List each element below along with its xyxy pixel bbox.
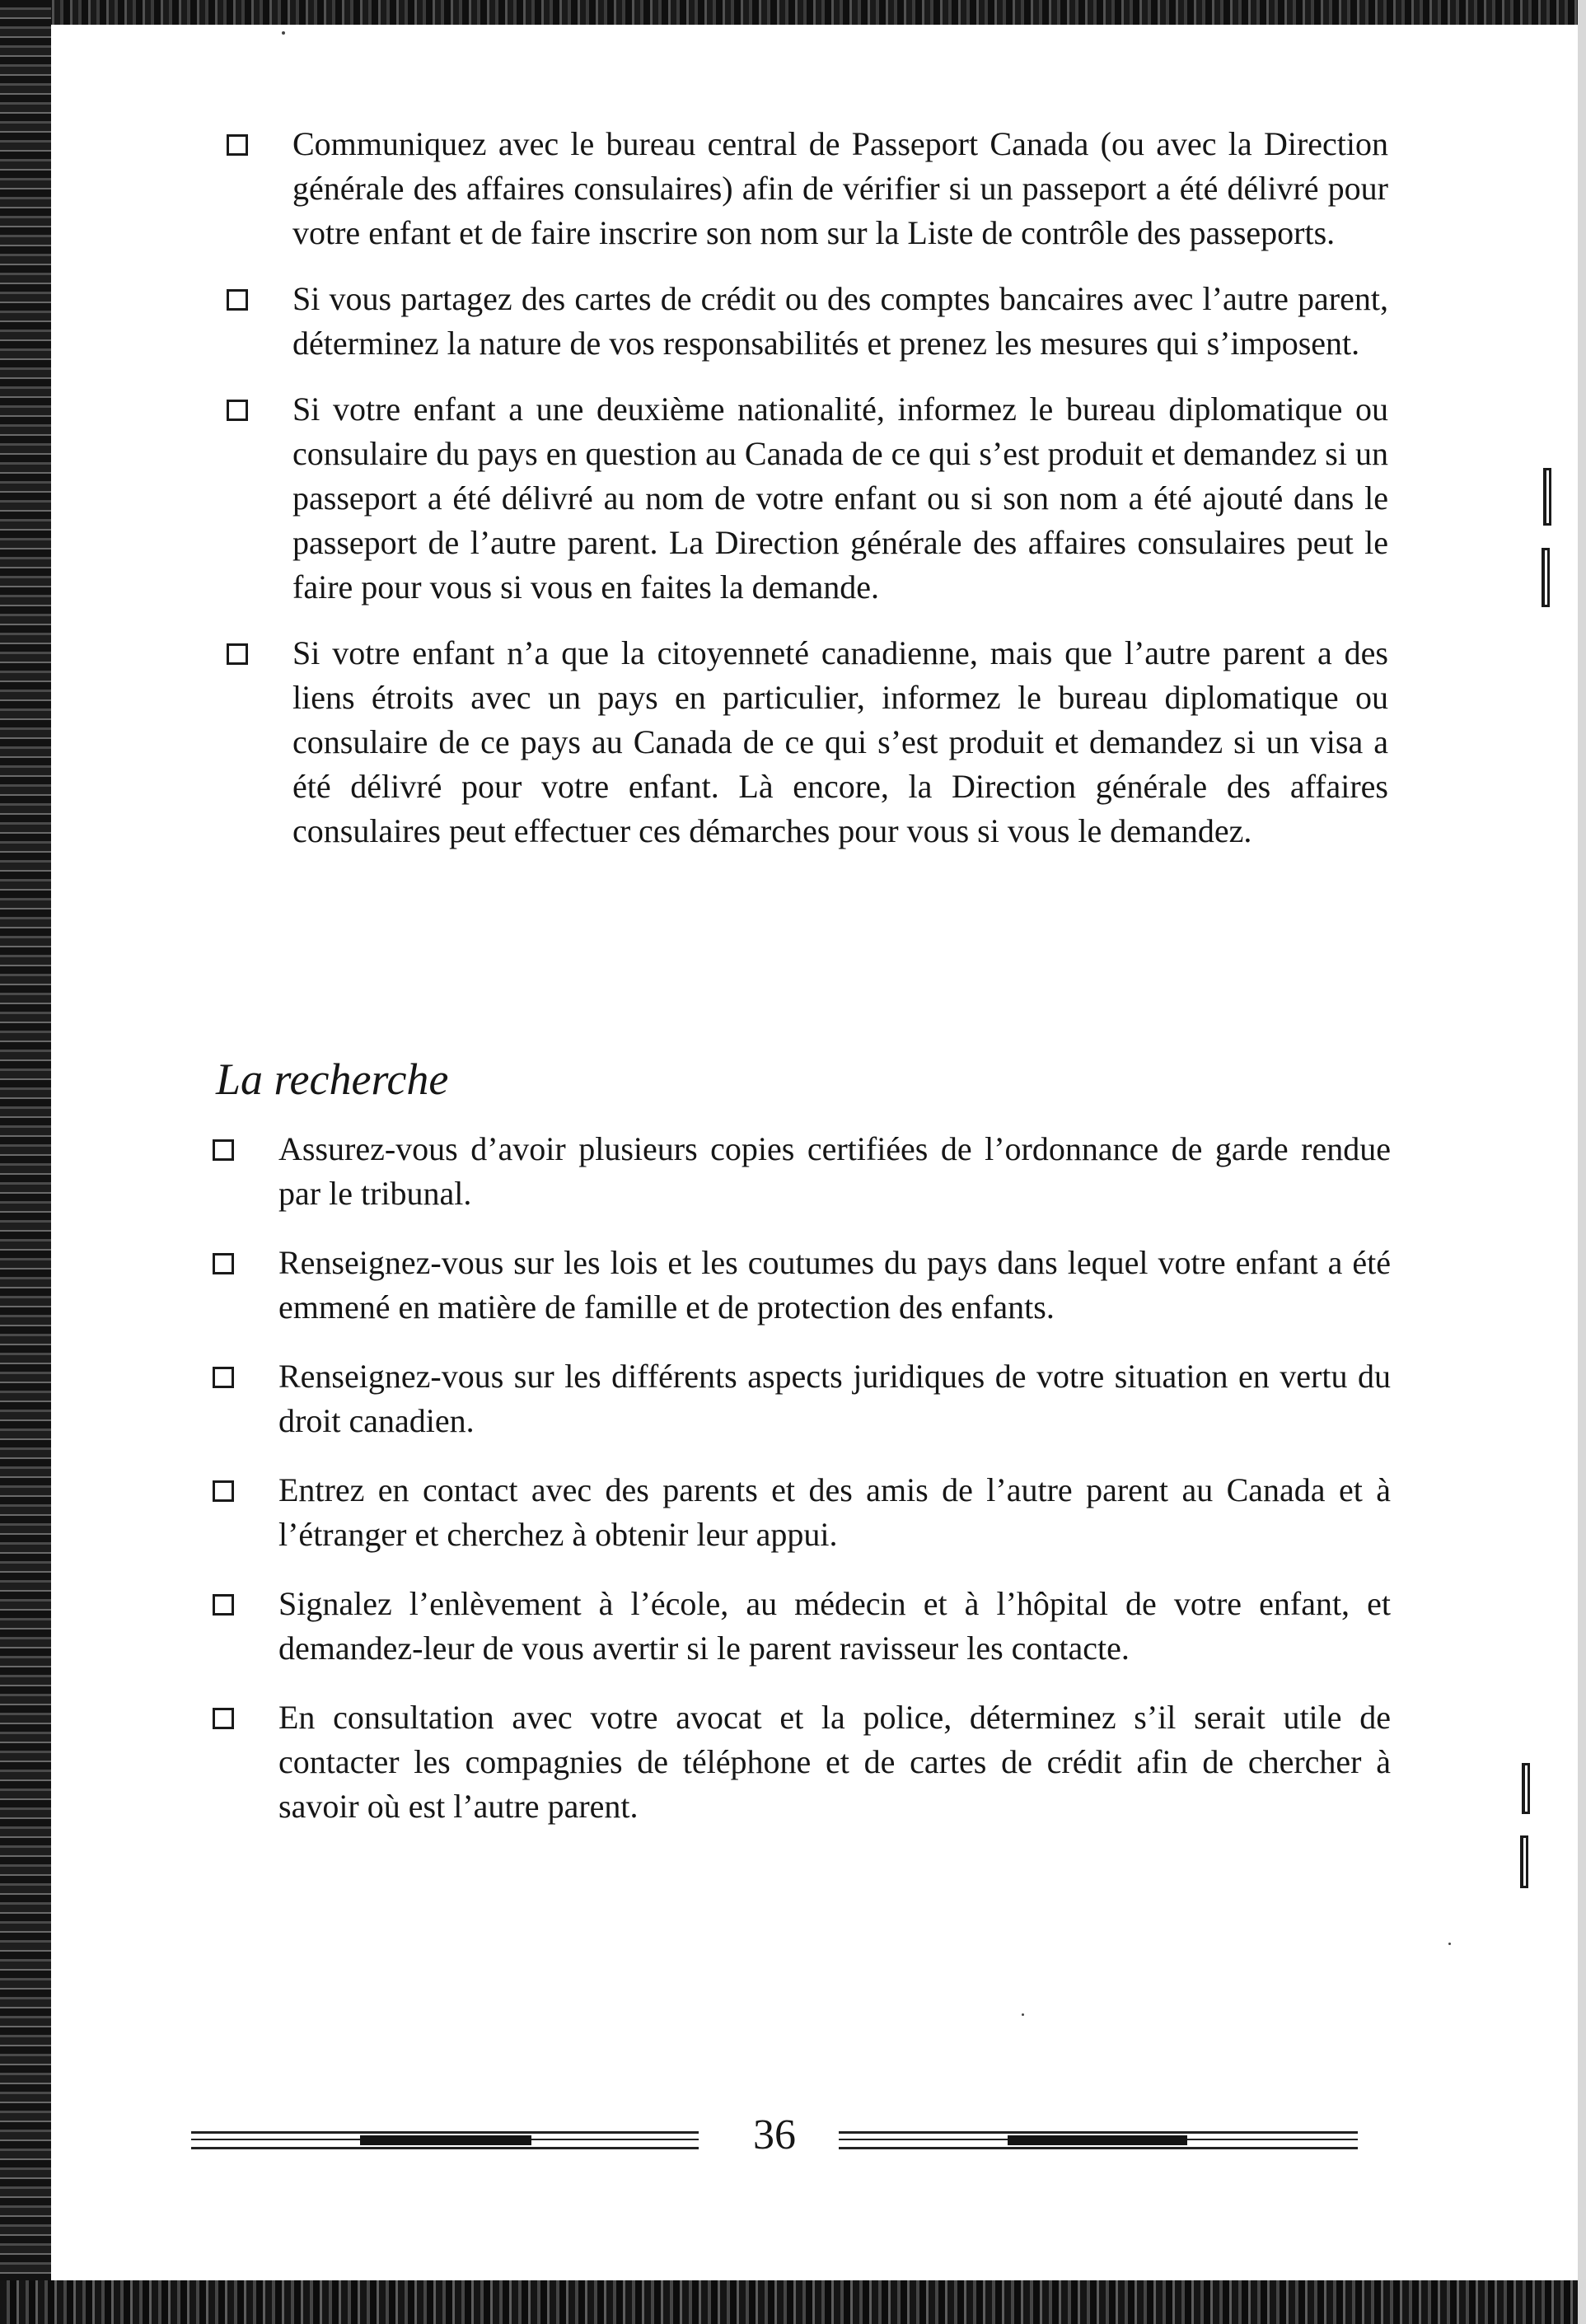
checklist-item-text: Si votre enfant n’a que la citoyenneté canadienne, mais que l’autre parent a des liens étroits avec un pays en particulier, informez le bureau diplomatique ou consulaire de ce pays au Canada de ce qui s’est produit et demandez si un visa a été délivré pour votre enfant. Là encore, la Direction générale des affaires consulaires peut effectuer ces démarches pour vous si vous le demandez. <box>292 634 1388 849</box>
footer-rule-band <box>360 2135 531 2145</box>
checklist-item-text: Signalez l’enlèvement à l’école, au médecin et à l’hôpital de votre enfant, et demandez-leur de vous avertir si le parent ravisseur les contacte. <box>278 1585 1391 1667</box>
footer-rule-left <box>191 2131 699 2149</box>
scan-edge-left <box>0 0 51 2324</box>
scan-edge-right <box>1578 0 1586 2324</box>
checklist-item <box>204 1582 1391 1671</box>
checklist-item <box>218 277 1388 366</box>
checkbox-icon <box>227 400 248 421</box>
checklist-item-text: En consultation avec votre avocat et la police, déterminez s’il serait utile de contacter les compagnies de téléphone et de cartes de crédit afin de chercher à savoir où est l’autre parent. <box>278 1699 1391 1825</box>
checklist-item-text: Renseignez-vous sur les lois et les coutumes du pays dans lequel votre enfant a été emmené en matière de famille et de protection des enfants. <box>278 1244 1391 1326</box>
checklist-item-text: Si vous partagez des cartes de crédit ou des comptes bancaires avec l’autre parent, déterminez la nature de vos responsabilités et prenez les mesures qui s’imposent. <box>292 280 1388 362</box>
footer-rule-band <box>1008 2135 1187 2145</box>
checklist-item <box>204 1468 1391 1557</box>
page-number: 36 <box>753 2111 796 2158</box>
checklist-top <box>218 122 1388 875</box>
scan-speck <box>282 31 285 35</box>
checkbox-icon <box>227 643 248 665</box>
checklist-item <box>218 387 1388 610</box>
margin-mark <box>1543 468 1551 526</box>
checklist-item <box>218 631 1388 853</box>
checkbox-icon <box>227 134 248 156</box>
margin-mark <box>1520 1835 1528 1888</box>
checklist-item-text: Si votre enfant a une deuxième nationalité, informez le bureau diplomatique ou consulaire du pays en question au Canada de ce qui s’est produit et demandez si un passeport a été délivré au nom de votre enfant ou si son nom a été ajouté dans le passeport de l’autre parent. La Direction générale des affaires consulaires peut le faire pour vous si vous en faites la demande. <box>292 390 1388 606</box>
checklist-item <box>218 122 1388 255</box>
scan-speck <box>1448 1943 1451 1945</box>
checklist-item-text: Communiquez avec le bureau central de Passeport Canada (ou avec la Direction générale des affaires consulaires) afin de vérifier si un passeport a été délivré pour votre enfant et de faire inscrire son nom sur la Liste de contrôle des passeports. <box>292 125 1388 251</box>
checklist-item <box>204 1127 1391 1216</box>
checklist-item <box>204 1695 1391 1829</box>
checklist-item <box>204 1354 1391 1443</box>
checkbox-icon <box>213 1594 234 1616</box>
checklist-item-text: Renseignez-vous sur les différents aspects juridiques de votre situation en vertu du droit canadien. <box>278 1358 1391 1439</box>
checklist-item <box>204 1241 1391 1330</box>
checkbox-icon <box>227 289 248 311</box>
checkbox-icon <box>213 1253 234 1274</box>
footer-rule-right <box>839 2131 1358 2149</box>
checkbox-icon <box>213 1708 234 1729</box>
section-heading: La recherche <box>216 1054 449 1104</box>
scan-edge-top <box>0 0 1586 25</box>
margin-mark <box>1542 548 1550 607</box>
checkbox-icon <box>213 1139 234 1161</box>
margin-mark <box>1522 1763 1530 1814</box>
scan-edge-bottom <box>0 2280 1586 2324</box>
checkbox-icon <box>213 1367 234 1388</box>
checklist-section <box>204 1127 1391 1854</box>
checkbox-icon <box>213 1480 234 1502</box>
checklist-item-text: Assurez-vous d’avoir plusieurs copies certifiées de l’ordonnance de garde rendue par le tribunal. <box>278 1130 1391 1212</box>
scan-speck <box>1022 2013 1024 2016</box>
checklist-item-text: Entrez en contact avec des parents et des amis de l’autre parent au Canada et à l’étranger et cherchez à obtenir leur appui. <box>278 1471 1391 1553</box>
